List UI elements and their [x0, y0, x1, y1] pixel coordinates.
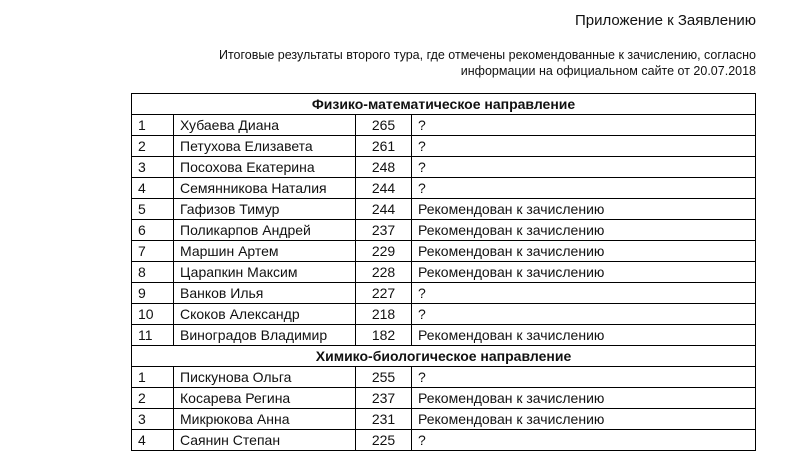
row-number: 2 [132, 136, 174, 157]
row-number: 1 [132, 115, 174, 136]
student-score: 231 [356, 409, 412, 430]
student-score: 261 [356, 136, 412, 157]
table-row [132, 157, 756, 178]
row-number: 3 [132, 409, 174, 430]
student-score: 229 [356, 241, 412, 262]
table-row [132, 283, 756, 304]
student-name: Косарева Регина [174, 388, 356, 409]
row-number: 5 [132, 199, 174, 220]
student-score: 225 [356, 430, 412, 451]
table-row [132, 325, 756, 346]
student-name: Петухова Елизавета [174, 136, 356, 157]
section-header-row [132, 94, 756, 115]
row-number: 2 [132, 388, 174, 409]
table-row [132, 409, 756, 430]
document-subtitle [136, 47, 756, 79]
admission-status: Рекомендован к зачислению [412, 220, 756, 241]
admission-status: ? [412, 283, 756, 304]
student-score: 244 [356, 178, 412, 199]
row-number: 4 [132, 178, 174, 199]
student-score: 237 [356, 388, 412, 409]
table-row [132, 178, 756, 199]
admission-status: ? [412, 157, 756, 178]
table-row [132, 241, 756, 262]
row-number: 10 [132, 304, 174, 325]
results-table-body [132, 94, 756, 451]
admission-status: ? [412, 430, 756, 451]
table-row [132, 367, 756, 388]
student-score: 218 [356, 304, 412, 325]
document-title: Приложение к Заявлению [574, 12, 756, 29]
table-row [132, 115, 756, 136]
student-name: Царапкин Максим [174, 262, 356, 283]
student-name: Ванков Илья [174, 283, 356, 304]
admission-status: Рекомендован к зачислению [412, 241, 756, 262]
admission-status: Рекомендован к зачислению [412, 409, 756, 430]
row-number: 8 [132, 262, 174, 283]
row-number: 3 [132, 157, 174, 178]
admission-status: ? [412, 178, 756, 199]
student-name: Гафизов Тимур [174, 199, 356, 220]
row-number: 9 [132, 283, 174, 304]
admission-status: ? [412, 304, 756, 325]
row-number: 4 [132, 430, 174, 451]
table-row [132, 199, 756, 220]
student-name: Хубаева Диана [174, 115, 356, 136]
admission-status: Рекомендован к зачислению [412, 325, 756, 346]
row-number: 7 [132, 241, 174, 262]
student-name: Маршин Артем [174, 241, 356, 262]
section-title: Химико-биологическое направление [132, 346, 756, 367]
subtitle-line-1: Итоговые результаты второго тура, где отмечены рекомендованные к зачислению, согласно [218, 48, 756, 62]
section-header-row [132, 346, 756, 367]
student-score: 237 [356, 220, 412, 241]
student-name: Посохова Екатерина [174, 157, 356, 178]
table-row [132, 136, 756, 157]
subtitle-line-2: информации на официальном сайте от 20.07.2018 [460, 64, 756, 78]
table-row [132, 388, 756, 409]
student-name: Скоков Александр [174, 304, 356, 325]
row-number: 11 [132, 325, 174, 346]
row-number: 1 [132, 367, 174, 388]
admission-status: ? [412, 115, 756, 136]
row-number: 6 [132, 220, 174, 241]
admission-status: ? [412, 367, 756, 388]
table-row [132, 430, 756, 451]
student-score: 182 [356, 325, 412, 346]
student-name: Семянникова Наталия [174, 178, 356, 199]
student-name: Саянин Степан [174, 430, 356, 451]
table-row [132, 262, 756, 283]
student-score: 248 [356, 157, 412, 178]
results-table [131, 93, 756, 451]
table-row [132, 304, 756, 325]
student-name: Микрюкова Анна [174, 409, 356, 430]
admission-status: Рекомендован к зачислению [412, 262, 756, 283]
student-name: Поликарпов Андрей [174, 220, 356, 241]
admission-status: ? [412, 136, 756, 157]
admission-status: Рекомендован к зачислению [412, 199, 756, 220]
student-score: 265 [356, 115, 412, 136]
section-title: Физико-математическое направление [132, 94, 756, 115]
student-score: 255 [356, 367, 412, 388]
student-name: Виноградов Владимир [174, 325, 356, 346]
student-score: 228 [356, 262, 412, 283]
student-score: 227 [356, 283, 412, 304]
table-row [132, 220, 756, 241]
student-score: 244 [356, 199, 412, 220]
admission-status: Рекомендован к зачислению [412, 388, 756, 409]
student-name: Пискунова Ольга [174, 367, 356, 388]
